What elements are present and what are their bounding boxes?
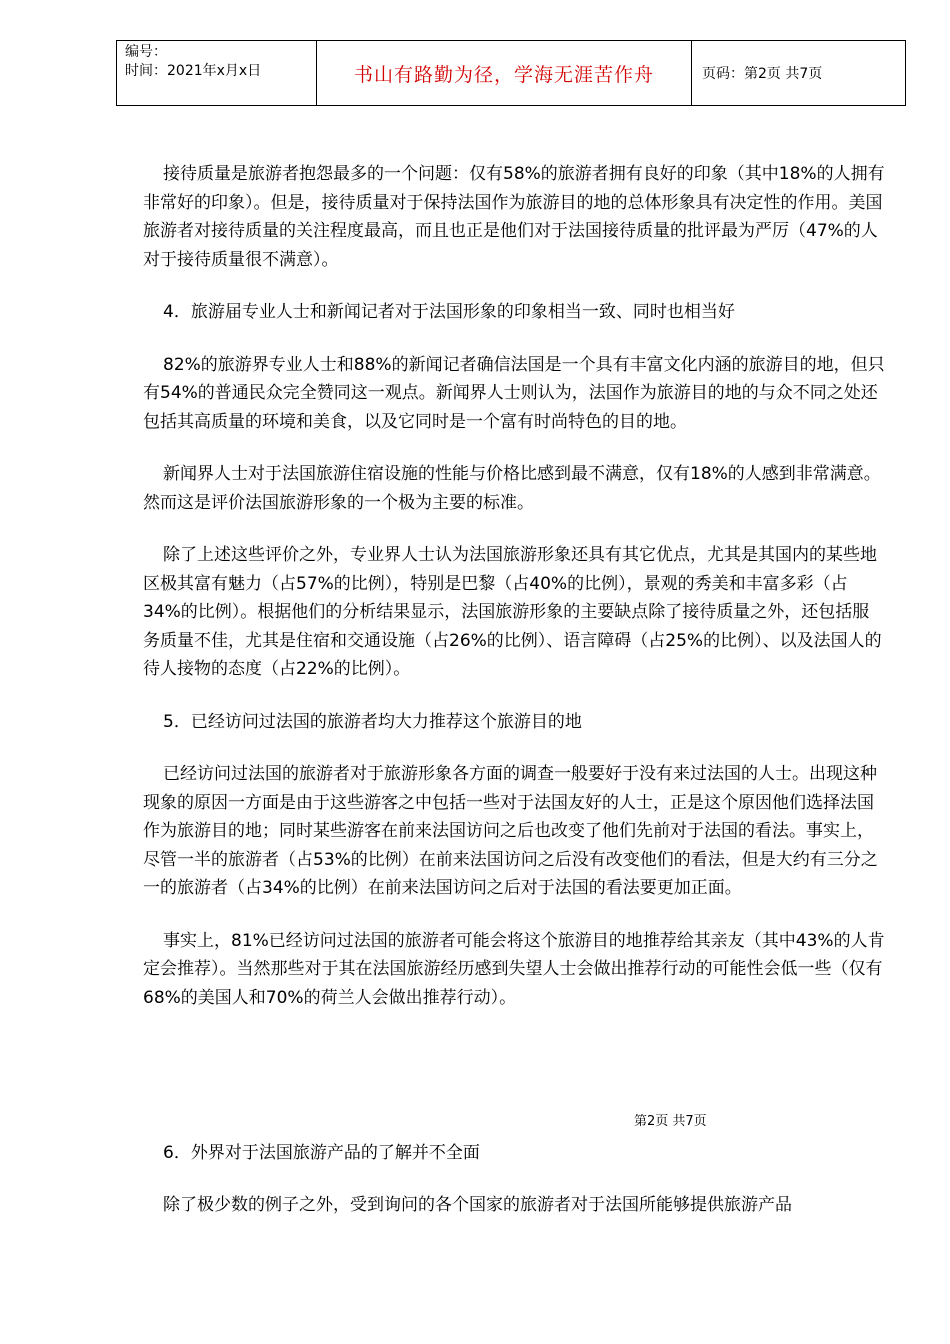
body-paragraph: 已经访问过法国的旅游者对于旅游形象各方面的调查一般要好于没有来过法国的人士。出现这种现象的原因一方面是由于这些游客之中包括一些对于法国友好的人士，正是这个原因他们选择法国作为旅游目的地；同时某些游客在前来法国访问之后也改变了他们先前对于法国的看法。事实上，尽管一半的旅游者（占53%的比例）在前来法国访问之后没有改变他们的看法，但是大约有三分之一的旅游者（占34%的比例）在前来法国访问之后对于法国的看法要更加正面。 [143,764,878,898]
header-motto: 书山有路勤为径，学海无涯苦作舟 [353,63,654,86]
body-paragraph: 82%的旅游界专业人士和88%的新闻记者确信法国是一个具有丰富文化内涵的旅游目的地，但只有54%的普通民众完全赞同这一观点。新闻界人士则认为，法国作为旅游目的地的与众不同之处还包括其高质量的环境和美食，以及它同时是一个富有时尚特色的目的地。 [143,354,885,432]
header-motto-cell [317,41,692,105]
section-heading: 4．旅游届专业人士和新闻记者对于法国形象的印象相当一致、同时也相当好 [163,302,735,322]
header-page-info: 页码：第2页 共7页 [702,66,823,82]
body-paragraph: 除了上述这些评价之外，专业界人士认为法国旅游形象还具有其它优点，尤其是其国内的某些地区极其富有魅力（占57%的比例），特别是巴黎（占40%的比例），景观的秀美和丰富多彩（占34%的比例）。根据他们的分析结果显示，法国旅游形象的主要缺点除了接待质量之外，还包括服务质量不佳，尤其是住宿和交通设施（占26%的比例）、语言障碍（占25%的比例）、以及法国人的待人接物的态度（占22%的比例）。 [143,545,882,679]
page-footer: 第2页 共7页 [634,1114,707,1129]
next-page-section [143,1139,885,1219]
page-header [116,40,906,106]
document-time-label: 时间：2021年x月x日 [125,63,262,79]
body-paragraph: 除了极少数的例子之外，受到询问的各个国家的旅游者对于法国所能够提供旅游产品 [163,1195,792,1215]
section-heading: 5．已经访问过法国的旅游者均大力推荐这个旅游目的地 [163,711,582,732]
body-paragraph: 接待质量是旅游者抱怨最多的一个问题：仅有58%的旅游者拥有良好的印象（其中18%的人拥有非常好的印象）。但是，接待质量对于保持法国作为旅游目的地的总体形象具有决定性的作用。美国旅游者对接待质量的关注程度最高，而且也正是他们对于法国接待质量的批评最为严厉（47%的人对于接待质量很不满意）。 [143,164,885,270]
body-paragraph: 事实上，81%已经访问过法国的旅游者可能会将这个旅游目的地推荐给其亲友（其中43%的人肯定会推荐）。当然那些对于其在法国旅游经历感到失望人士会做出推荐行动的可能性会低一些（仅有68%的美国人和70%的荷兰人会做出推荐行动）。 [143,930,885,1008]
section-heading: 6．外界对于法国旅游产品的了解并不全面 [163,1143,480,1163]
document-body [143,160,885,1012]
header-meta [117,41,317,105]
body-paragraph: 新闻界人士对于法国旅游住宿设施的性能与价格比感到最不满意，仅有18%的人感到非常满意。然而这是评价法国旅游形象的一个极为主要的标准。 [143,464,881,513]
document-number-label: 编号： [125,44,167,60]
